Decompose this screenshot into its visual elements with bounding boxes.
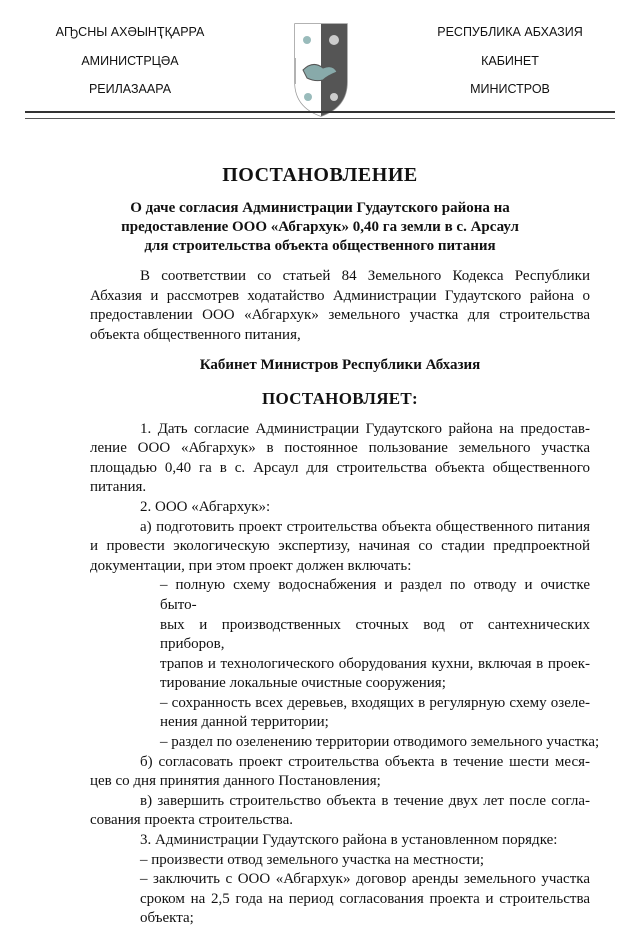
body-line: вых и производственных сточных вод от сантехнических приборов, — [160, 616, 590, 653]
subtitle-line: предоставление ООО «Абгархук» 0,40 га земли в с. Арсаул — [121, 219, 519, 235]
body-line: а) подготовить проект строительства объекта общественного питания — [140, 518, 590, 535]
header-right-line: МИНИСТРОВ — [470, 82, 550, 96]
body-line: сроком на 2,5 года на период согласования проекта и строительства — [140, 890, 590, 907]
header-left-line: РЕИЛАЗААРА — [88, 82, 172, 96]
body-line: – сохранность всех деревьев, входящих в регулярную схему озеле- — [160, 694, 590, 711]
preamble-line: В соответствии со статьей 84 Земельного Кодекса Республики — [140, 268, 590, 284]
body-line: – произвести отвод земельного участка на местности; — [140, 851, 485, 868]
body-line: объекта; — [140, 910, 194, 927]
header-divider — [25, 111, 615, 119]
body-line: площадью 0,40 га в с. Арсаул для строительства объекта общественного — [90, 459, 590, 476]
body-line: 2. ООО «Абгархук»: — [140, 498, 271, 515]
subtitle-line: для строительства объекта общественного питания — [144, 238, 496, 254]
body-line: цев со дня принятия данного Постановления; — [90, 773, 381, 790]
body-line: – раздел по озеленению территории отводимого земельного участка; — [160, 734, 600, 751]
body-line: тирование локальные очистные сооружения; — [160, 675, 446, 692]
body-line: и провести экологическую экспертизу, начиная со стадии предпроектной — [90, 538, 590, 555]
document-title: ПОСТАНОВЛЕНИЕ — [222, 164, 418, 186]
header-right-line: КАБИНЕТ — [481, 54, 539, 68]
document-subtitle — [0, 199, 640, 256]
body-line: 1. Дать согласие Администрации Гудаутского района на предостав- — [140, 420, 590, 437]
preamble-line: Абхазия и рассмотрев ходатайство Администрации Гудаутского района о — [90, 287, 590, 304]
body-line: 3. Администрации Гудаутского района в установленном порядке: — [140, 832, 558, 849]
body-line: – полную схему водоснабжения и раздел по отводу и очистке быто- — [160, 577, 590, 613]
body-line: – заключить с ООО «Абгархук» договор аренды земельного участка — [140, 871, 590, 888]
cabinet-heading: Кабинет Министров Республики Абхазия — [199, 357, 481, 374]
body-line: нения данной территории; — [160, 714, 329, 731]
header-left-line: АҦСНЫ АХӘЫНҬҚАРРА — [55, 25, 205, 39]
header-left-line: АМИНИСТРЦӘА — [81, 54, 179, 68]
body-line: б) согласовать проект строительства объекта в течение шести меся- — [140, 753, 590, 770]
body-line: трапов и технологического оборудования кухни, включая в проек- — [160, 655, 590, 672]
body-line: сования проекта строительства. — [90, 812, 293, 829]
preamble-line: предоставлении ООО «Абгархук» земельного участка для строительства — [90, 307, 590, 324]
subtitle-line: О даче согласия Администрации Гудаутского района на — [130, 200, 510, 216]
coat-of-arms-emblem — [293, 22, 349, 118]
decree-heading: ПОСТАНОВЛЯЕТ: — [261, 388, 419, 408]
body-line: питания. — [90, 479, 147, 496]
body-line: в) завершить строительство объекта в течение двух лет после согла- — [140, 792, 590, 809]
document-body — [90, 267, 600, 929]
header-right-line: РЕСПУБЛИКА АБХАЗИЯ — [437, 25, 583, 39]
body-line: ление ООО «Абгархук» в постоянное пользование земельного участка — [90, 440, 590, 457]
preamble-line: объекта общественного питания, — [90, 326, 301, 343]
body-line: документации, при этом проект должен включать: — [90, 557, 412, 574]
